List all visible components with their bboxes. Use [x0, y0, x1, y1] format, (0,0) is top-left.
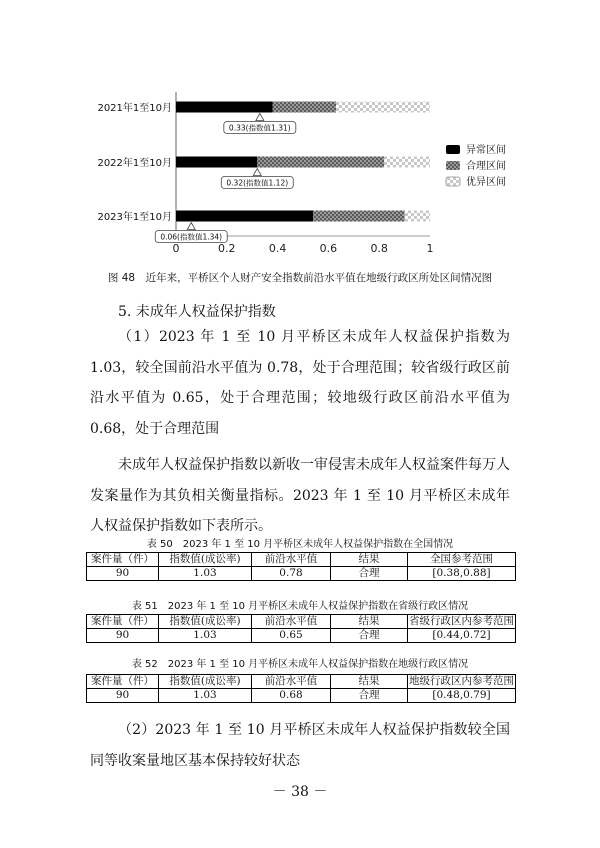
- stacked-bar-chart: [0, 0, 600, 262]
- table-national: [86, 552, 516, 581]
- header-case-count: 案件量（件）: [87, 675, 159, 689]
- table-header-row: [87, 675, 516, 689]
- marker-triangle: [187, 223, 195, 230]
- legend-label: 异常区间: [466, 145, 506, 156]
- y-tick-label: 2022年1至10月: [97, 158, 172, 169]
- cell-result: 合理: [331, 689, 408, 703]
- header-result: 结果: [331, 615, 408, 629]
- x-tick-label: 0: [172, 242, 180, 255]
- chart-legend: [446, 143, 506, 188]
- marker-triangle: [256, 114, 264, 121]
- cell-index-value: 1.03: [159, 567, 252, 581]
- table-row: [87, 689, 516, 703]
- table-header-row: [87, 553, 516, 567]
- bar-segment: [405, 211, 430, 222]
- table-row: [87, 567, 516, 581]
- bar-segment: [176, 157, 257, 168]
- legend-swatch: [446, 161, 460, 170]
- header-index-value: 指数值(成讼率): [159, 615, 252, 629]
- section-heading: 5. 未成年人权益保护指数: [118, 304, 276, 320]
- bar-segment: [257, 157, 384, 168]
- marker-callout-label: 0.33(指数值1.31): [228, 123, 291, 133]
- bar-segment: [176, 211, 313, 222]
- header-reference-range: 地级行政区内参考范围: [409, 675, 514, 687]
- bar-segment: [273, 102, 337, 113]
- cell-frontier-value: 0.78: [252, 567, 331, 581]
- bar-segment: [313, 211, 404, 222]
- cell-index-value: 1.03: [159, 689, 252, 703]
- cell-case-count: 90: [87, 567, 159, 581]
- bar-segment: [176, 102, 273, 113]
- x-tick-label: 0.4: [268, 242, 287, 255]
- y-tick-label: 2023年1至10月: [97, 212, 172, 223]
- paragraph-result-2: （2）2023 年 1 至 10 月平桥区未成年人权益保护指数较全国同等收案量地区基本保持较好状态: [90, 722, 510, 769]
- paragraph-result-1: （1）2023 年 1 至 10 月平桥区未成年人权益保护指数为 1.03，较全国前沿水平值为 0.78，处于合理范围；较省级行政区前沿水平值为 0.65，处于合理范围；较地级行政区前沿水平值为 0.68，处于合理范围: [90, 329, 510, 437]
- page-number: － 38 －: [272, 784, 328, 800]
- legend-swatch: [446, 177, 460, 186]
- table-caption-provincial: 表 51 2023 年 1 至 10 月平桥区未成年人权益保护指数在省级行政区情况: [131, 601, 469, 612]
- cell-index-value: 1.03: [159, 629, 252, 643]
- table-caption-national: 表 50 2023 年 1 至 10 月平桥区未成年人权益保护指数在全国情况: [146, 539, 454, 550]
- header-result: 结果: [331, 553, 408, 567]
- y-tick-label: 2021年1至10月: [97, 103, 172, 114]
- x-tick-label: 0.6: [319, 242, 338, 255]
- header-index-value: 指数值(成讼率): [159, 553, 252, 567]
- cell-result: 合理: [331, 629, 408, 643]
- x-tick-label: 0.8: [370, 242, 388, 255]
- marker-callout-label: 0.06(指数值1.34): [160, 232, 223, 242]
- legend-label: 合理区间: [466, 161, 506, 172]
- cell-reference-range: [0.44,0.72]: [408, 629, 516, 643]
- header-frontier-value: 前沿水平值: [252, 553, 331, 567]
- header-case-count: 案件量（件）: [87, 615, 159, 629]
- bar-segment: [336, 102, 430, 113]
- marker-callout-label: 0.32(指数值1.12): [226, 178, 289, 188]
- header-reference-range: 全国参考范围: [408, 553, 516, 567]
- table-caption-prefecture: 表 52 2023 年 1 至 10 月平桥区未成年人权益保护指数在地级行政区情况: [131, 659, 469, 670]
- table-provincial: [86, 614, 516, 643]
- header-result: 结果: [331, 675, 408, 689]
- legend-swatch: [446, 145, 460, 154]
- header-index-value: 指数值(成讼率): [159, 675, 252, 689]
- marker-triangle: [253, 169, 261, 176]
- cell-frontier-value: 0.68: [252, 689, 331, 703]
- paragraph-description: 未成年人权益保护指数以新收一审侵害未成年人权益案件每万人发案量作为其负相关衡量指标。2023 年 1 至 10 月平桥区未成年人权益保护指数如下表所示。: [90, 457, 510, 534]
- chart-bars: [176, 102, 430, 222]
- figure-caption: 图 48 近年来，平桥区个人财产安全指数前沿水平值在地级行政区所处区间情况图: [107, 272, 493, 284]
- header-case-count: 案件量（件）: [87, 553, 159, 567]
- bar-segment: [384, 157, 430, 168]
- table-row: [87, 629, 516, 643]
- header-reference-range: 省级行政区内参考范围: [409, 615, 514, 627]
- header-frontier-value: 前沿水平值: [252, 675, 331, 689]
- x-tick-label: 0.2: [218, 242, 236, 255]
- cell-result: 合理: [331, 567, 408, 581]
- cell-case-count: 90: [87, 689, 159, 703]
- table-header-row: [87, 615, 516, 629]
- cell-case-count: 90: [87, 629, 159, 643]
- x-tick-label: 1: [426, 242, 434, 255]
- cell-reference-range: [0.48,0.79]: [408, 689, 516, 703]
- cell-frontier-value: 0.65: [252, 629, 331, 643]
- table-prefecture: [86, 674, 516, 703]
- legend-label: 优异区间: [466, 177, 506, 188]
- chart-axes: [97, 92, 433, 255]
- header-frontier-value: 前沿水平值: [252, 615, 331, 629]
- cell-reference-range: [0.38,0.88]: [408, 567, 516, 581]
